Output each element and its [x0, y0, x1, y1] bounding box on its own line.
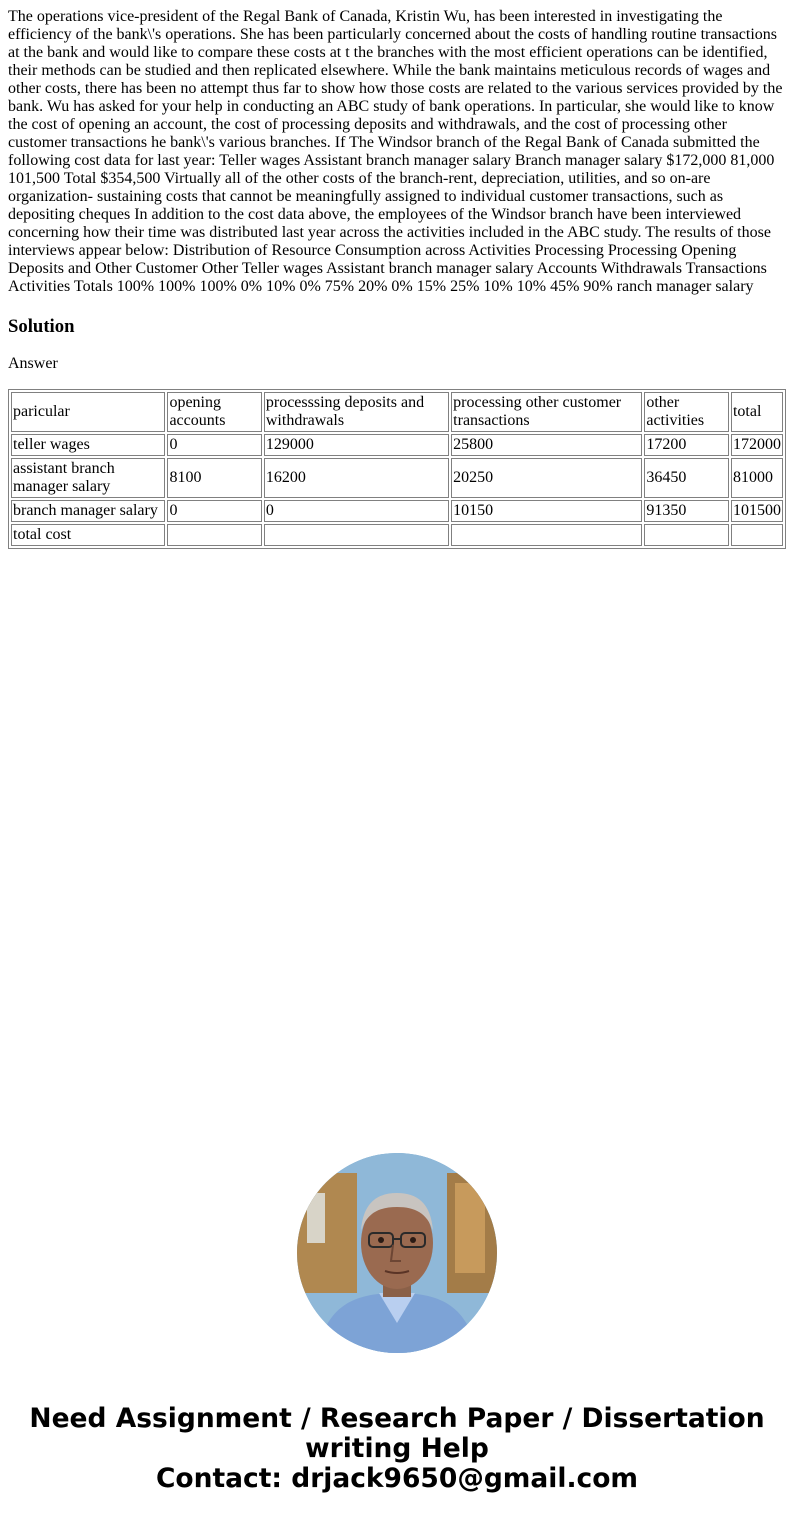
header-cell: processing other customer transactions [451, 392, 642, 432]
table-cell [167, 524, 261, 546]
author-avatar [297, 1153, 497, 1353]
answer-table [8, 389, 786, 549]
table-row [11, 524, 783, 546]
table-row [11, 434, 783, 456]
table-cell: 101500 [731, 500, 783, 522]
promo-line-1: Need Assignment / Research Paper / Dissertation [29, 1403, 765, 1434]
header-cell: other activities [644, 392, 729, 432]
question-text: The operations vice-president of the Regal Bank of Canada, Kristin Wu, has been interested in investigating the efficiency of the bank\'s operations. She has been particularly concerned about the costs of handling routine transactions at the bank and would like to compare these costs at t the branches with the most efficient operations can be identified, their methods can be studied and then replicated elsewhere. While the bank maintains meticulous records of wages and other costs, there has been no attempt thus far to show how those costs are related to the various services provided by the bank. Wu has asked for your help in conducting an ABC study of bank operations. In particular, she would like to know the cost of opening an account, the cost of processing deposits and withdrawals, and the cost of processing other customer transactions he bank\'s various branches. If The Windsor branch of the Regal Bank of Canada submitted the following cost data for last year: Teller wages Assistant branch manager salary Branch manager salary $172,000 81,000 101,500 Total $354,500 Virtually all of the other costs of the branch-rent, depreciation, utilities, and so on-are organization- sustaining costs that cannot be meaningfully assigned to individual customer transactions, such as depositing cheques In addition to the cost data above, the employees of the Windsor branch have been interviewed concerning how their time was distributed last year across the activities included in the ABC study. The results of those interviews appear below: Distribution of Resource Consumption across Activities Processing Processing Opening Deposits and Other Customer Other Teller wages Assistant branch manager salary Accounts Withdrawals Transactions Activities Totals 100% 100% 100% 0% 10% 0% 75% 20% 0% 15% 25% 10% 10% 45% 90% ranch manager salary [8, 8, 783, 295]
table-cell [264, 524, 449, 546]
header-cell: total [731, 392, 783, 432]
header-cell: paricular [11, 392, 165, 432]
solution-heading: Solution [8, 316, 75, 337]
table-cell: 0 [264, 500, 449, 522]
table-header-row [11, 392, 783, 432]
table-cell: 172000 [731, 434, 783, 456]
table-cell: 81000 [731, 458, 783, 498]
table-cell [731, 524, 783, 546]
table-cell: 20250 [451, 458, 642, 498]
table-cell: branch manager salary [11, 500, 165, 522]
table-cell: 17200 [644, 434, 729, 456]
table-cell: 16200 [264, 458, 449, 498]
table-row [11, 500, 783, 522]
table-cell: 129000 [264, 434, 449, 456]
promo-line-2: writing Help [305, 1433, 489, 1464]
table-cell: total cost [11, 524, 165, 546]
table-cell: assistant branch manager salary [11, 458, 165, 498]
header-cell: processsing deposits and withdrawals [264, 392, 449, 432]
table-cell [644, 524, 729, 546]
table-cell [451, 524, 642, 546]
table-cell: teller wages [11, 434, 165, 456]
table-cell: 0 [167, 500, 261, 522]
table-row [11, 458, 783, 498]
table-cell: 91350 [644, 500, 729, 522]
promo-contact: Contact: drjack9650@gmail.com [155, 1463, 639, 1494]
table-cell: 25800 [451, 434, 642, 456]
table-cell: 10150 [451, 500, 642, 522]
header-cell: opening accounts [167, 392, 261, 432]
table-cell: 36450 [644, 458, 729, 498]
promo-banner [0, 1404, 794, 1494]
table-cell: 8100 [167, 458, 261, 498]
table-cell: 0 [167, 434, 261, 456]
portrait-image [297, 1153, 497, 1353]
answer-label: Answer [8, 355, 58, 372]
